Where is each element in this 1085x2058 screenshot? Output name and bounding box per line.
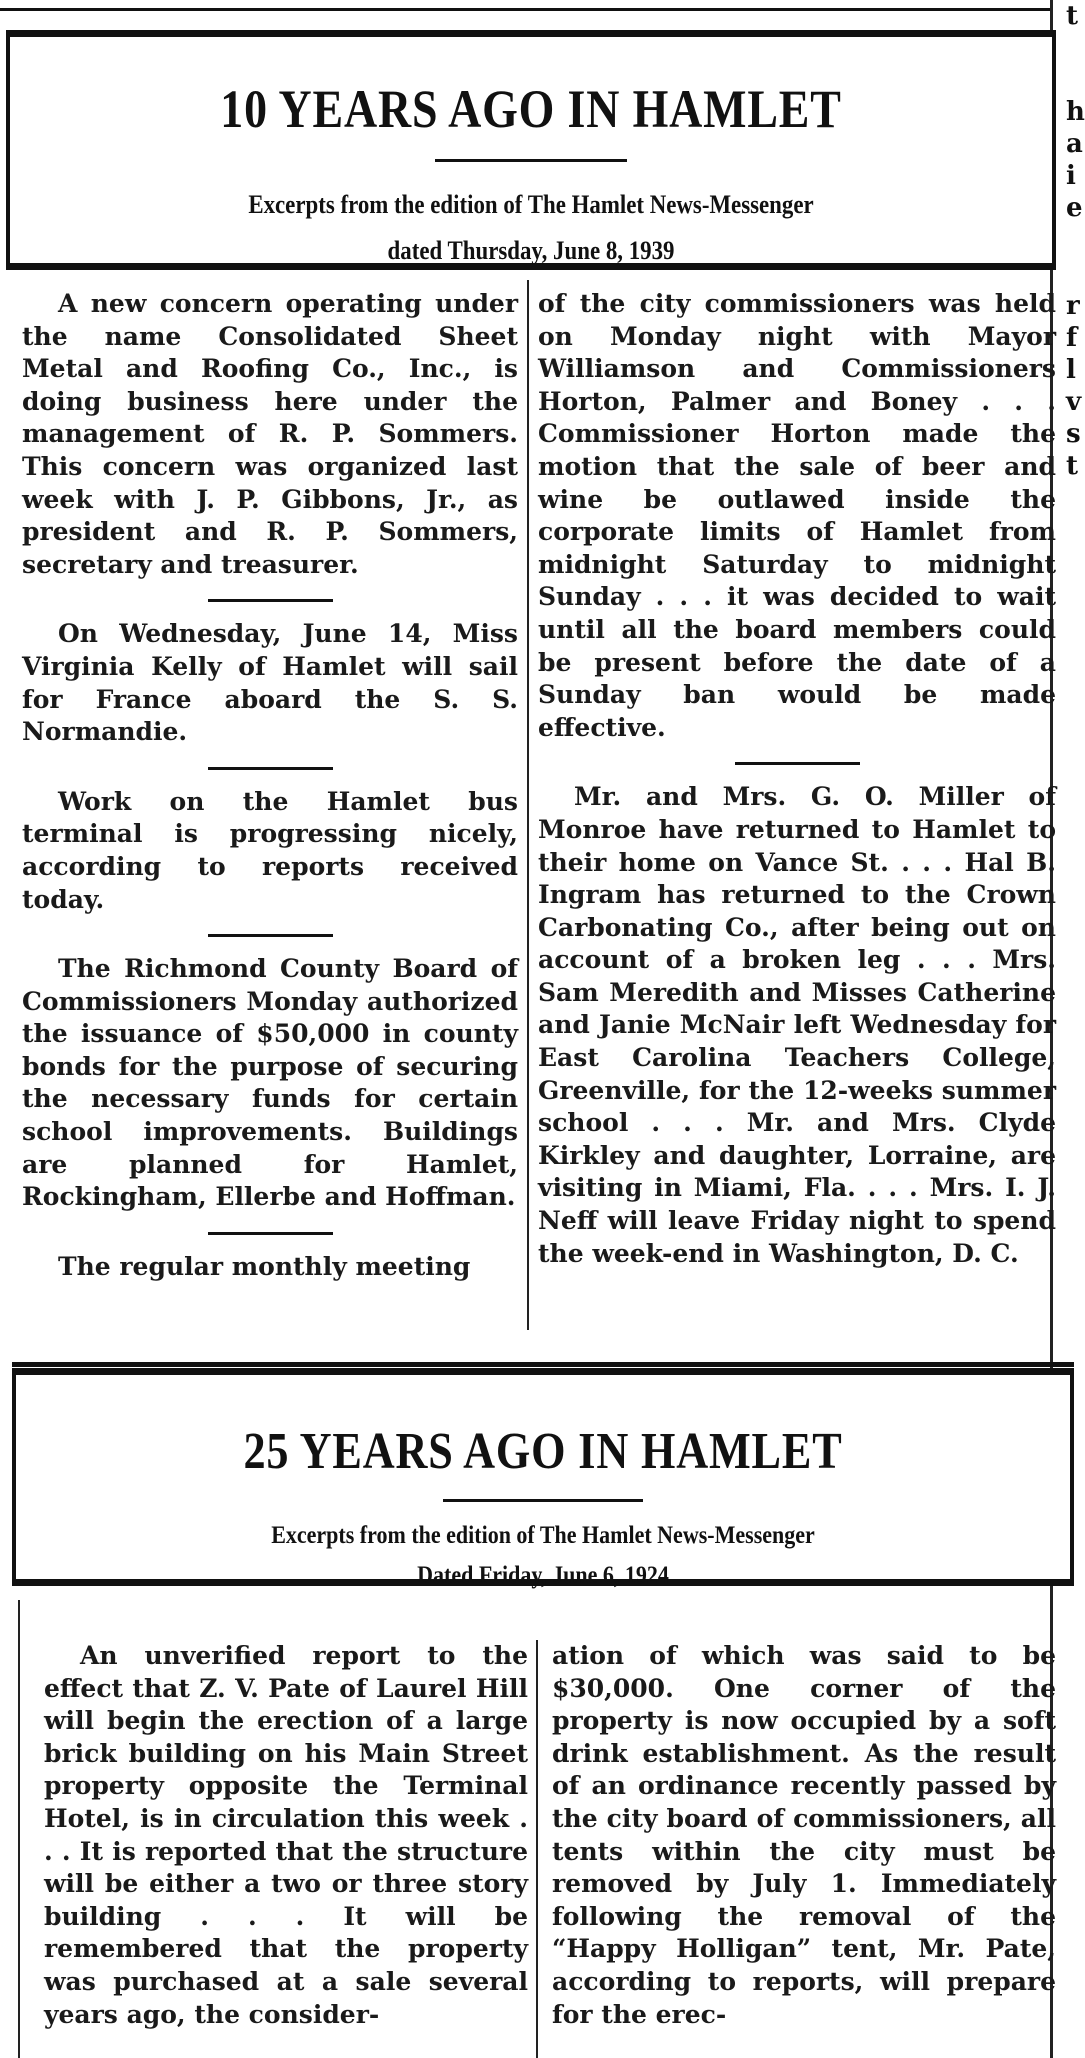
header-box-25-years: [12, 1368, 1074, 1589]
item-separator: [208, 767, 333, 770]
edge-fragment: a: [1066, 129, 1083, 159]
column-divider: [536, 1640, 538, 2058]
article-column-left: [22, 288, 518, 1283]
news-item: ation of which was said to be $30,000. One corner of the property is now occupied by a soft drink establishment. As the result of an ordinance recently passed by the city board of commissioners, all tents within the city must be removed by July 1. Immediately following the removal of the “Happy Holligan” tent, Mr. Pate, according to reports, will prepare for the erec-: [552, 1641, 1056, 2029]
edge-fragment: s: [1066, 419, 1081, 449]
news-item: Mr. and Mrs. G. O. Miller of Monroe have returned to Hamlet to their home on Vance St. . . . Hal B. Ingram has returned to the Crown Carbonating Co., after being out on account of a broken leg . . . Mrs. Sam Meredith and Misses Catherine and Janie McNair left Wednesday for East Carolina Teachers College, Greenville, for the 12-weeks summer school . . . Mr. and Mrs. Clyde Kirkley and daughter, Lorraine, are visiting in Miami, Fla. . . . Mrs. I. J. Neff will leave Friday night to spend the week-end in Washington, D. C.: [538, 782, 1056, 1268]
edge-fragment: e: [1066, 193, 1083, 223]
article-column-left: [44, 1640, 528, 2031]
news-item: A new concern operating under the name Consolidated Sheet Metal and Roofing Co., Inc., is doing business here under the management of R. P. Sommers. This concern was organized last week with J. P. Gibbons, Jr., as president and R. P. Sommers, secretary and treasurer.: [22, 289, 518, 579]
title-underline: [443, 1499, 643, 1502]
top-rule: [0, 8, 1050, 11]
edge-fragment: l: [1066, 355, 1076, 385]
edge-fragment: i: [1066, 161, 1076, 191]
section-subtitle: [79, 1516, 1007, 1596]
subtitle-line: Excerpts from the edition of The Hamlet News-Messenger: [271, 1522, 815, 1549]
item-separator: [208, 599, 333, 602]
item-separator: [208, 1232, 333, 1235]
edge-fragment: t: [1066, 1, 1079, 31]
edge-fragment: r: [1066, 291, 1080, 321]
news-item: On Wednesday, June 14, Miss Virginia Kelly of Hamlet will sail for France aboard the S. S. Normandie.: [22, 619, 518, 747]
section-rule: [12, 1362, 1074, 1367]
subtitle-date: Dated Friday, June 6, 1924: [417, 1562, 669, 1589]
edge-fragment: v: [1066, 387, 1082, 417]
article-column-right: [538, 288, 1056, 1270]
item-separator: [208, 934, 333, 937]
news-item: Work on the Hamlet bus terminal is progressing nicely, according to reports received today.: [22, 786, 518, 914]
edge-fragment: h: [1066, 97, 1085, 127]
section-title: 25 YEARS AGO IN HAMLET: [243, 1423, 843, 1480]
section-title: 10 YEARS AGO IN HAMLET: [220, 79, 842, 139]
news-item: The regular monthly meeting: [58, 1251, 471, 1281]
header-box-10-years: [6, 30, 1056, 270]
column-divider: [527, 280, 529, 1330]
news-item: An unverified report to the effect that Z. V. Pate of Laurel Hill will begin the erection of a large brick building on his Main Street property opposite the Terminal Hotel, is in circulation this week . . . It is reported that the structure will be either a two or three story building . . . It will be remembered that the property was purchased at a sale several years ago, the consider-: [44, 1641, 528, 2029]
column-divider-left: [18, 1600, 20, 2058]
title-underline: [435, 159, 627, 162]
subtitle-date: dated Thursday, June 8, 1939: [387, 236, 675, 265]
subtitle-line: Excerpts from the edition of The Hamlet News-Messenger: [248, 190, 814, 219]
news-item: of the city commissioners was held on Monday night with Mayor Williamson and Commissioners Horton, Palmer and Boney . . . Commissioner Horton made the motion that the sale of beer and wine be outlawed inside the corporate limits of Hamlet from midnight Saturday to midnight Sunday . . . it was decided to wait until all the board members could be present before the date of a Sunday ban would be made effective.: [538, 289, 1056, 742]
news-item: The Richmond County Board of Commissioners Monday authorized the issuance of $50,000 in county bonds for the purpose of securing the necessary funds for certain school improvements. Buildings are planned for Hamlet, Rockingham, Ellerbe and Hoffman.: [22, 954, 518, 1212]
item-separator: [735, 762, 860, 765]
article-column-right: [552, 1640, 1056, 2031]
section-subtitle: [73, 182, 990, 274]
edge-fragment: f: [1066, 323, 1078, 353]
edge-fragment: t: [1066, 451, 1079, 481]
